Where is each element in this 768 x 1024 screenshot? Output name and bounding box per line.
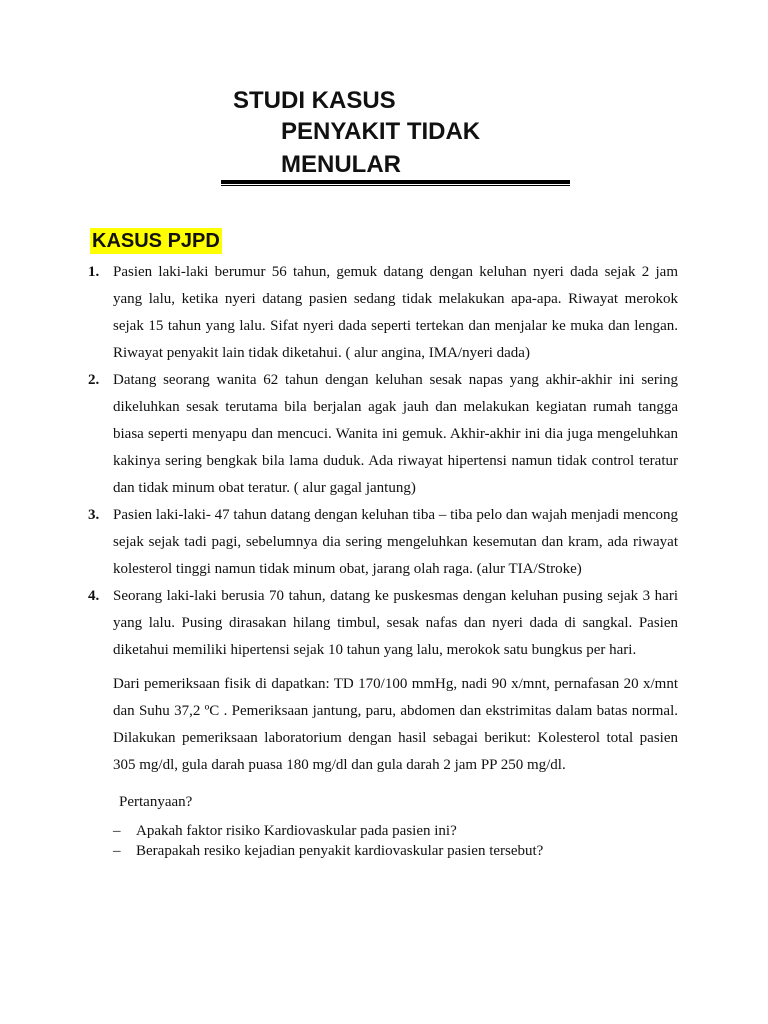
question-item [113,821,653,841]
title-underline-thick [221,180,570,184]
title-line-3: MENULAR [281,151,401,178]
case-item-2 [86,367,678,502]
case-item-4 [86,583,678,664]
case-number: 3. [88,507,100,523]
dash-bullet: – [113,823,121,839]
title-line-2: PENYAKIT TIDAK [281,118,481,145]
case-item-1 [86,259,678,367]
exam-paragraph: Dari pemeriksaan fisik di dapatkan: TD 170/100 mmHg, nadi 90 x/mnt, pernafasan 20 x/mnt dan Suhu 37,2 ºC . Pemeriksaan jantung, paru, abdomen dan ekstrimitas dalam batas normal. Dilakukan pemeriksaan laboratorium dengan hasil sebagai berikut: Kolesterol total pasien 305 mg/dl, gula darah puasa 180 mg/dl dan gula darah 2 jam PP 250 mg/dl. [113,676,678,773]
question-text: Apakah faktor risiko Kardiovaskular pada pasien ini? [136,823,457,839]
question-list [113,821,653,861]
question-text: Berapakah resiko kejadian penyakit kardiovaskular pasien tersebut? [136,843,544,859]
section-heading: KASUS PJPD [92,230,220,252]
questions-label: Pertanyaan? [119,794,193,810]
question-item [113,841,653,861]
case-text: Seorang laki-laki berusia 70 tahun, datang ke puskesmas dengan keluhan pusing sejak 3 hari yang lalu. Pusing dirasakan hilang timbul, sesak nafas dan nyeri dada di sangkal. Pasien diketahui memiliki hipertensi sejak 10 tahun yang lalu, merokok satu bungkus per hari. [113,588,678,658]
case-text: Pasien laki-laki berumur 56 tahun, gemuk datang dengan keluhan nyeri dada sejak 2 jam yang lalu, ketika nyeri datang pasien sedang tidak melakukan apa-apa. Riwayat merokok sejak 15 tahun yang lalu. Sifat nyeri dada seperti tertekan dan menjalar ke muka dan lengan. Riwayat penyakit lain tidak diketahui. ( alur angina, IMA/nyeri dada) [113,264,678,361]
case-number: 2. [88,372,100,388]
case-text: Pasien laki-laki- 47 tahun datang dengan keluhan tiba – tiba pelo dan wajah menjadi mencong sejak sejak tadi pagi, sebelumnya dia sering mengeluhkan kesemutan dan kram, ada riwayat kolesterol tinggi namun tidak minum obat, jarang olah raga. (alur TIA/Stroke) [113,507,678,577]
title-underline-thin [221,185,570,186]
case-text: Datang seorang wanita 62 tahun dengan keluhan sesak napas yang akhir-akhir ini sering dikeluhkan sesak terutama bila berjalan agak jauh dan melakukan kegiatan rumah tangga biasa seperti menyapu dan mencuci. Wanita ini gemuk. Akhir-akhir ini dia juga mengeluhkan kakinya sering bengkak bila lama duduk. Ada riwayat hipertensi namun tidak control teratur dan tidak minum obat teratur. ( alur gagal jantung) [113,372,678,496]
title-line-1: STUDI KASUS [233,87,396,114]
dash-bullet: – [113,843,121,859]
case-number: 4. [88,588,100,604]
case-number: 1. [88,264,100,280]
case-list [86,259,678,664]
case-item-3 [86,502,678,583]
